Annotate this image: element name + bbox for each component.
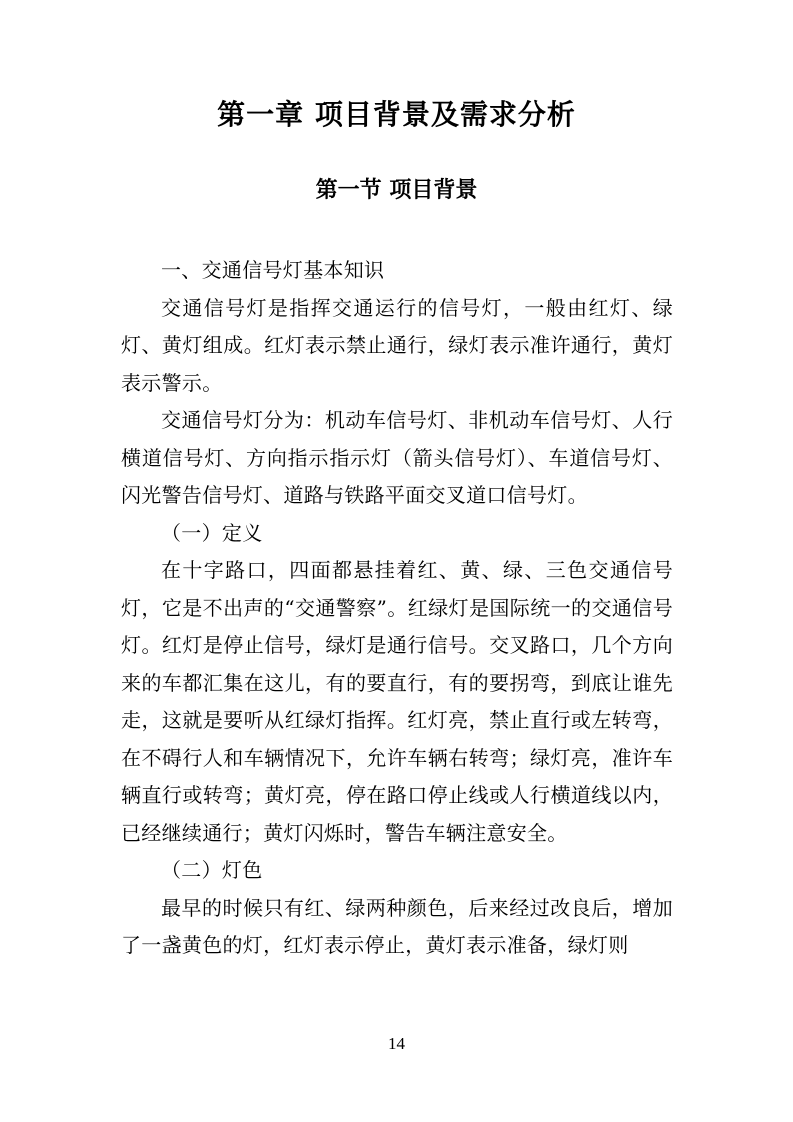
paragraph-light-color: 最早的时候只有红、绿两种颜色，后来经过改良后，增加了一盏黄色的灯，红灯表示停止，黄灯表示准备，绿灯则 (121, 895, 673, 957)
paragraph-light-types: 交通信号灯分为：机动车信号灯、非机动车信号灯、人行横道信号灯、方向指示指示灯（箭头信号灯）、车道信号灯、闪光警告信号灯、道路与铁路平面交叉道口信号灯。 (121, 408, 673, 507)
page-number: 14 (388, 1034, 405, 1053)
heading-traffic-light-basics: 一、交通信号灯基本知识 (161, 258, 385, 282)
body-text (121, 252, 673, 965)
section-title: 第一节 项目背景 (315, 177, 478, 203)
heading-definition: （一）定义 (161, 520, 263, 545)
heading-light-color: （二）灯色 (161, 858, 263, 882)
paragraph-definition: 在十字路口，四面都悬挂着红、黄、绿、三色交通信号灯，它是不出声的“交通警察”。红绿灯是国际统一的交通信号灯。红灯是停止信号，绿灯是通行信号。交叉路口，几个方向来的车都汇集在这儿，有的要直行，有的要拐弯，到底让谁先走，这就是要听从红绿灯指挥。红灯亮，禁止直行或左转弯，在不碍行人和车辆情况下，允许车辆右转弯；绿灯亮，准许车辆直行或转弯；黄灯亮，停在路口停止线或人行横道线以内，已经继续通行；黄灯闪烁时，警告车辆注意安全。 (121, 558, 673, 845)
chapter-title: 第一章 项目背景及需求分析 (217, 98, 576, 131)
paragraph-light-composition: 交通信号灯是指挥交通运行的信号灯，一般由红灯、绿灯、黄灯组成。红灯表示禁止通行，绿灯表示准许通行，黄灯表示警示。 (121, 295, 673, 395)
